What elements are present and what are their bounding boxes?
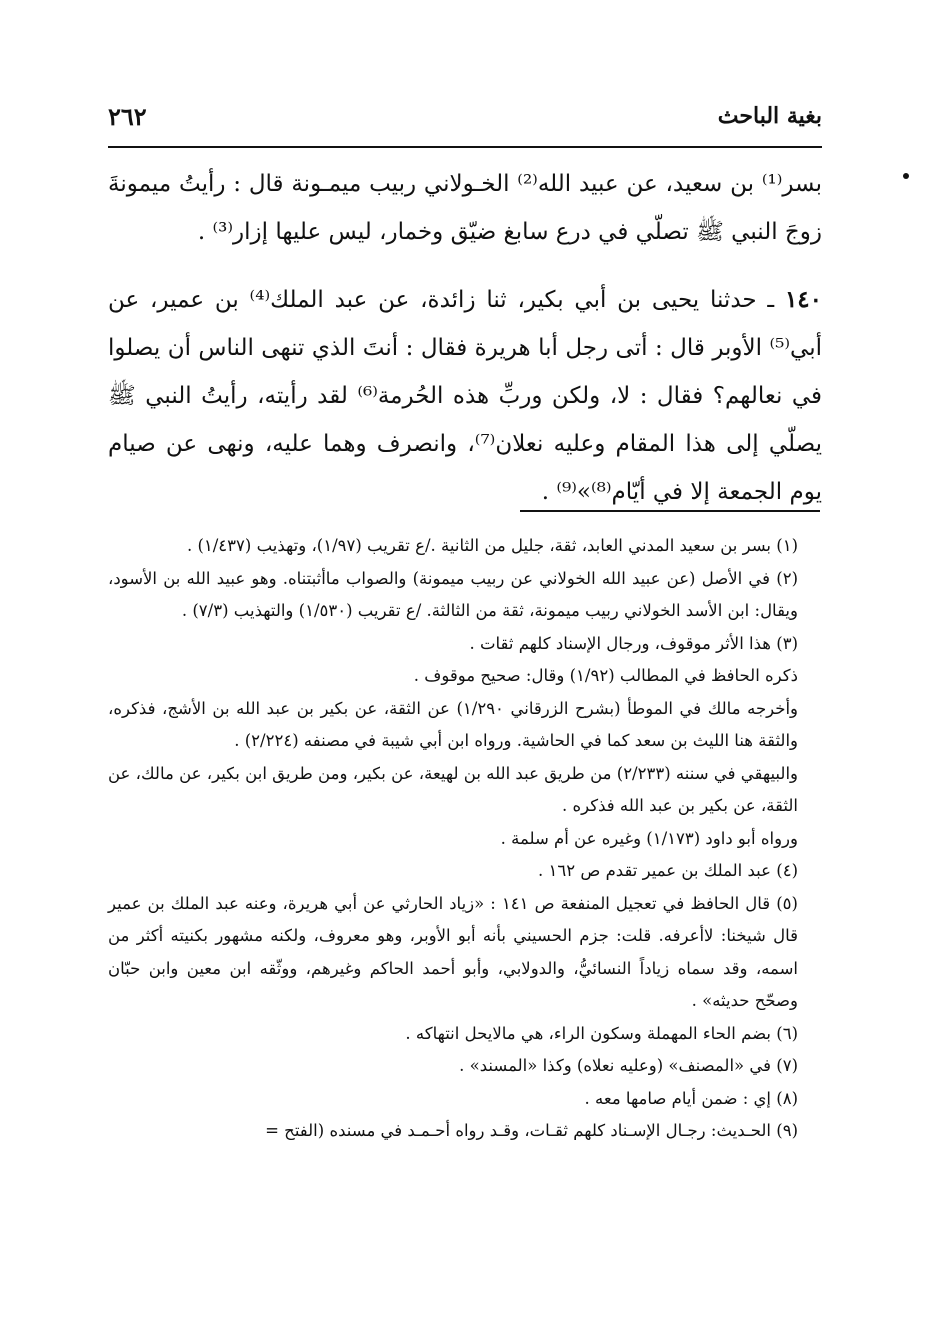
header-rule — [108, 146, 822, 148]
paragraph-1: بسر⁽¹⁾ بن سعيد، عن عبيد الله⁽²⁾ الخـولاني ربيب ميمـونة قال : رأيتُ ميمونةَ زوجَ النبي ﷺ تصلّي في درع سابغ ضيّق وخمار، ليس عليها إزار⁽³⁾ . — [108, 171, 822, 245]
footnote-8: (٨) إي : ضمن أيام صامها معه . — [584, 1088, 798, 1108]
hadith-text: ـ حدثنا يحيى بن أبي بكير، ثنا زائدة، عن عبد الملك⁽⁴⁾ بن عمير، عن أبي⁽⁵⁾ الأوبر قال : أتى رجل أبا هريرة فقال : أنتَ الذي تنهى الناس أن يصلوا في نعالهم؟ فقال : لا، ولكن وربِّ هذه الحُرمة⁽⁶⁾ لقد رأيته، رأيتُ النبي ﷺ يصلّي إلى هذا المقام وعليه نعلان⁽⁷⁾، وانصرف وهما عليه، ونهى عن صيام يوم الجمعة إلا في أيّام⁽⁸⁾»⁽⁹⁾ . — [108, 287, 822, 505]
footnote-7: (٧) في «المصنف» (وعليه نعلاه) وكذا «المسند» . — [459, 1056, 798, 1075]
footnote-3-line-2: ذكره الحافظ في المطالب (١/٩٢) وقال: صحيح موقوف . — [413, 666, 798, 685]
book-title: بغية الباحث — [717, 103, 822, 129]
footnote-9: (٩) الحـديث: رجـال الإسـناد كلهم ثقـات، وقـد رواه أحـمـد في مسنده (الفتح = — [265, 1121, 798, 1140]
footnote-6: (٦) بضم الحاء المهملة وسكون الراء، هي مالايحل انتهاكه . — [405, 1023, 798, 1043]
main-text — [108, 160, 822, 516]
margin-dot — [903, 173, 909, 179]
running-header — [108, 92, 822, 140]
hadith-number: ١٤٠ — [784, 286, 823, 313]
footnote-1: (١) بسر بن سعيد المدني العابد، ثقة، جليل من الثانية ./ع تقريب (١/٩٧)، وتهذيب (١/٤٣٧) . — [186, 536, 798, 555]
footnote-3-line-4: والبيهقي في سننه (٢/٢٣٣) من طريق عبد الله بن لهيعة، عن بكير، ومن طريق ابن بكير، عن مالك، عن الثقة، عن بكير بن عبد الله فذكره . — [108, 763, 798, 815]
paragraph-2 — [108, 276, 822, 516]
footnote-5: (٥) قال الحافظ في تعجيل المنفعة ص ١٤١ : «زياد الحارثي عن أبي هريرة، وعنه عبد الملك بن عمير قال شيخنا: لاأعرفه. قلت: جزم الحسيني بأنه أبو الأوبر، وهو معروف، ولكنه مشهور بكنيته أكثر من اسمه، وقد سماه زياداً النسائيُّ، والدولابي، وأبو أحمد الحاكم وغيرهم، ووثّقه ابن معين وابن حبّان وصحّح حديثه» . — [108, 893, 798, 1010]
page-number: ٢٦٢ — [108, 101, 147, 131]
footnote-separator — [520, 510, 820, 512]
footnote-4: (٤) عبد الملك بن عمير تقدم ص ١٦٢ . — [538, 861, 798, 880]
footnote-3: (٣) هذا الأثر موقوف، ورجال الإسناد كلهم ثقات . — [469, 633, 798, 653]
footnotes — [108, 530, 822, 1148]
footnote-2: (٢) في الأصل (عن عبيد الله الخولاني عن ربيب ميمونة) والصواب ماأثبتناه. وهو عبيد الله بن الأسود، ويقال: ابن الأسد الخولاني ربيب ميمونة، ثقة من الثالثة. /ع تقريب (١/٥٣٠) والتهذيب (٧/٣) . — [108, 568, 798, 620]
footnote-3-line-3: وأخرجه مالك في الموطأ (بشرح الزرقاني ١/٢٩٠) عن الثقة، عن بكير بن عبد الله بن الأشج، فذكره، والثقة هنا الليث بن سعد كما في الحاشية. ورواه ابن أبي شيبة في مصنفه (٢/٢٢٤) . — [108, 698, 799, 750]
footnote-3-line-5: ورواه أبو داود (١/١٧٣) وغيره عن أم سلمة . — [500, 828, 798, 848]
